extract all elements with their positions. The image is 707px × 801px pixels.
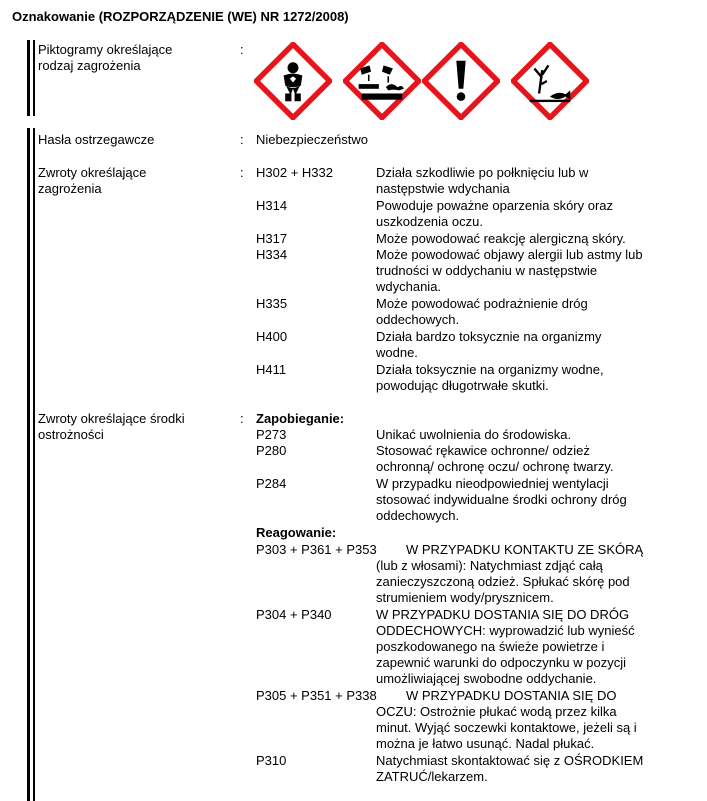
hazard-text: Działa szkodliwie po połknięciu lub w [376,165,589,180]
response-text: W PRZYPADKU DOSTANIA SIĘ DO DRÓG [376,607,630,622]
hazard-code: H317 [256,231,288,246]
signal-word-label: Hasła ostrzegawcze [38,132,155,147]
hazard-code: H334 [256,247,288,262]
prevention-text: Stosować rękawice ochronne/ odzież [376,443,590,458]
precautionary-statements-colon: : [240,411,244,426]
hazard-text: Może powodować reakcję alergiczną skóry. [376,231,626,246]
pictograms-label: Piktogramy określające rodzaj zagrożenia [38,42,173,73]
hazard-text: uszkodzenia oczu. [376,214,483,229]
response-code: P305 + P351 + P338 [256,688,377,703]
response-text: zapewnić warunki do odpoczynku w pozycji [376,655,627,670]
prevention-text: ochronną/ ochronę oczu/ ochronę twarzy. [376,459,614,474]
hazard-text: Może powodować objawy alergii lub astmy lub [376,247,643,262]
hazard-code: H400 [256,329,288,344]
response-text: W PRZYPADKU DOSTANIA SIĘ DO [406,688,617,703]
exclamation-pictogram [422,42,500,120]
hazard-text: Działa bardzo toksycznie na organizmy [376,329,602,344]
hazard-text: wdychania. [376,279,442,294]
margin-bar-inner-top [33,40,35,116]
prevention-text: stosować indywidualne środki ochrony dróg [376,492,627,507]
response-text: umożliwiającej swobodne oddychanie. [376,671,597,686]
response-code: P304 + P340 [256,607,332,622]
prevention-heading: Zapobieganie: [256,411,345,426]
prevention-text: oddechowych. [376,508,460,523]
response-text: strumieniem wody/prysznicem. [376,590,554,605]
margin-bar-outer-main [27,128,30,801]
health-hazard-pictogram [254,42,332,120]
hazard-text: Może powodować podrażnienie dróg [376,296,588,311]
prevention-text: W przypadku nieodpowiedniej wentylacji [376,476,609,491]
hazard-code: H302 + H332 [256,165,333,180]
prevention-code: P273 [256,427,287,442]
response-text: minut. Wyjąć soczewki kontaktowe, jeżeli są i [376,720,637,735]
response-text: W PRZYPADKU KONTAKTU ZE SKÓRĄ [406,542,644,557]
signal-word-colon: : [240,132,244,147]
response-text: ZATRUĆ/lekarzem. [376,769,488,784]
hazard-text: Powoduje poważne oparzenia skóry oraz [376,198,614,213]
corrosion-pictogram [343,42,421,120]
response-heading: Reagowanie: [256,525,337,540]
response-text: Natychmiast skontaktować się z OŚRODKIEM [376,753,644,768]
hazard-text: wodne. [376,345,418,360]
hazard-code: H411 [256,362,287,377]
prevention-code: P280 [256,443,287,458]
response-text: można je łatwo usunąć. Nadal płukać. [376,736,595,751]
hazard-code: H335 [256,296,288,311]
environment-pictogram [511,42,589,120]
section-title: Oznakowanie (ROZPORZĄDZENIE (WE) NR 1272/2008) [12,9,349,24]
hazard-text: trudności w oddychaniu w następstwie [376,263,598,278]
hazard-code: H314 [256,198,288,213]
hazard-statements-colon: : [240,165,244,180]
prevention-code: P284 [256,476,287,491]
margin-bar-inner-main [33,128,35,801]
hazard-text: Działa toksycznie na organizmy wodne, [376,362,604,377]
hazard-text: oddechowych. [376,312,460,327]
hazard-statements-label: Zwroty określające zagrożenia [38,165,147,196]
response-text: OCZU: Ostrożnie płukać wodą przez kilka [376,704,617,719]
response-code: P310 [256,753,287,768]
signal-word-value: Niebezpieczeństwo [256,132,369,147]
response-code: P303 + P361 + P353 [256,542,377,557]
response-text: (lub z włosami): Natychmiast zdjąć całą [376,558,603,573]
precautionary-statements-label: Zwroty określające środki ostrożności [38,411,185,442]
response-text: ODDECHOWYCH: wyprowadzić lub wynieść [376,623,635,638]
response-text: zanieczyszczoną odzież. Spłukać skórę pod [376,574,630,589]
prevention-text: Unikać uwolnienia do środowiska. [376,427,572,442]
hazard-text: powodując długotrwałe skutki. [376,378,549,393]
pictograms-colon: : [240,42,244,57]
hazard-text: następstwie wdychania [376,181,510,196]
margin-bar-outer-top [27,40,30,116]
response-text: poszkodowanego na świeże powietrze i [376,639,605,654]
